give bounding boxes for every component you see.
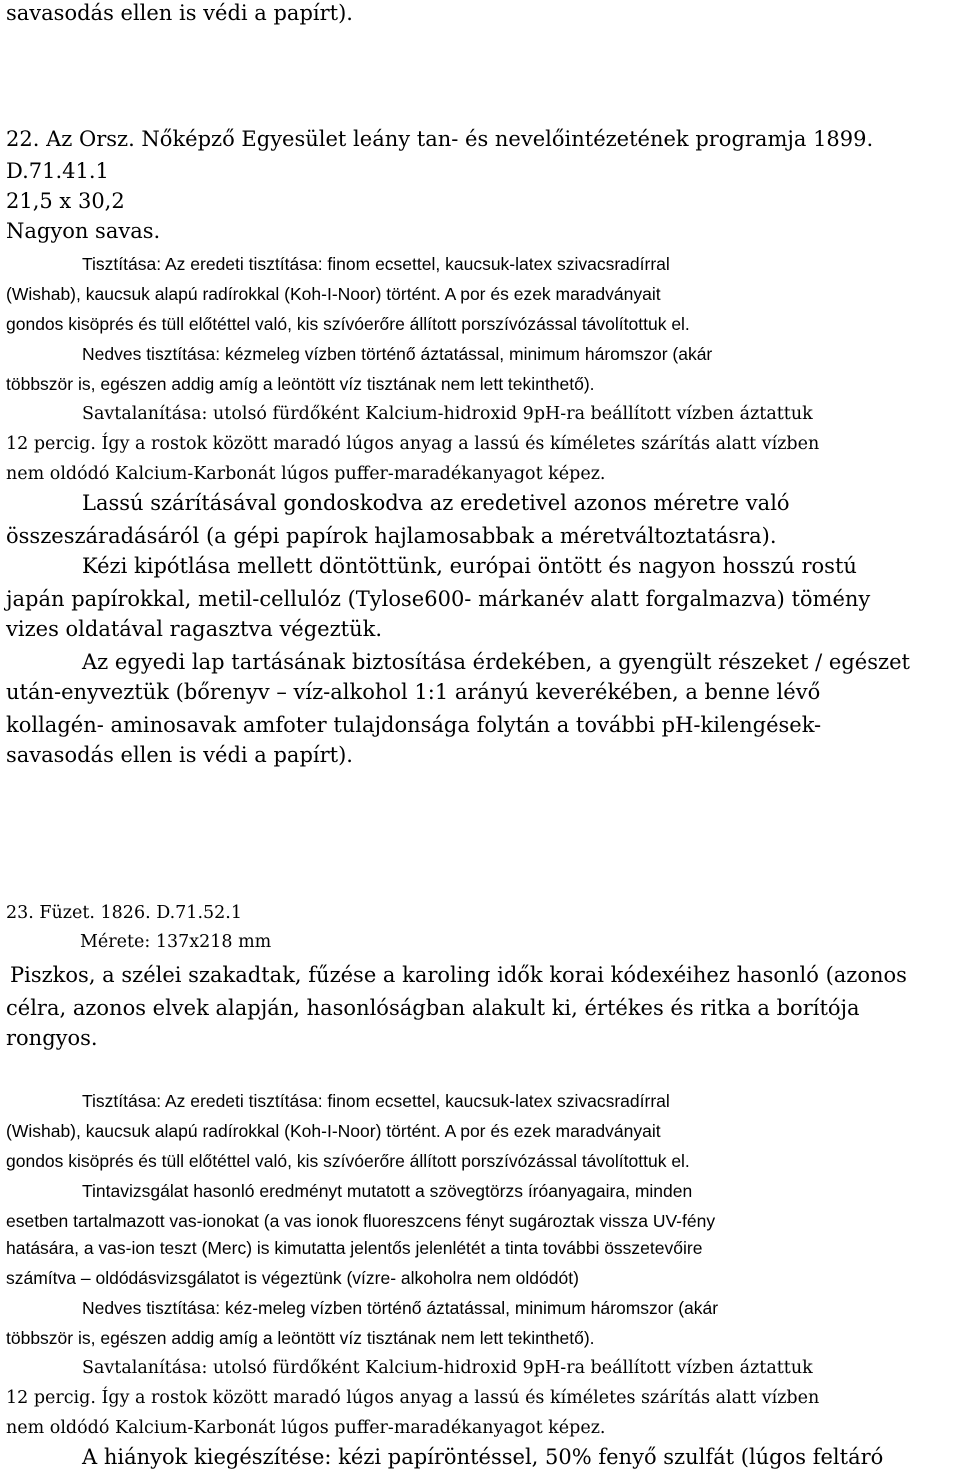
text-line: Savtalanítása: utolsó fürdőként Kalcium-hidroxid 9pH-ra beállított vízben áztattuk bbox=[82, 1358, 813, 1378]
text-line: 22. Az Orsz. Nőképző Egyesület leány tan- és nevelőintézetének programja 1899. bbox=[6, 127, 874, 151]
text-line: Kézi kipótlása mellett döntöttünk, európai öntött és nagyon hosszú rostú bbox=[82, 554, 857, 578]
text-line: vizes oldatával ragasztva végeztük. bbox=[6, 617, 383, 641]
text-line: Nedves tisztítása: kézmeleg vízben történő áztatással, minimum háromszor (akár bbox=[82, 344, 713, 364]
text-line: nem oldódó Kalcium-Karbonát lúgos puffer-maradékanyagot képez. bbox=[6, 464, 606, 484]
text-line: Tisztítása: Az eredeti tisztítása: finom ecsettel, kaucsuk-latex szivacsradírral bbox=[82, 254, 670, 274]
text-line: savasodás ellen is védi a papírt). bbox=[6, 1, 353, 25]
text-line: kollagén- aminosavak amfoter tulajdonsága folytán a további pH-kilengések- bbox=[6, 713, 822, 737]
text-line: hatására, a vas-ion teszt (Merc) is kimutatta jelentős jelenlétét a tinta további összetevőire bbox=[6, 1238, 703, 1258]
text-line: (Wishab), kaucsuk alapú radírokkal (Koh-I-Noor) történt. A por és ezek maradványait bbox=[6, 284, 661, 304]
text-line: savasodás ellen is védi a papírt). bbox=[6, 743, 353, 767]
text-line: 21,5 x 30,2 bbox=[6, 189, 125, 213]
text-line: gondos kisöprés és tüll előtéttel való, kis szívóerőre állított porszívózással távolítottuk el. bbox=[6, 314, 690, 334]
text-line: Nedves tisztítása: kéz-meleg vízben történő áztatással, minimum háromszor (akár bbox=[82, 1298, 719, 1318]
text-line: Tintavizsgálat hasonló eredményt mutatott a szövegtörzs íróanyagaira, minden bbox=[82, 1181, 693, 1201]
text-line: nem oldódó Kalcium-Karbonát lúgos puffer-maradékanyagot képez. bbox=[6, 1418, 606, 1438]
text-line: számítva – oldódásvizsgálatot is végeztünk (vízre- alkoholra nem oldódót) bbox=[6, 1268, 579, 1288]
text-line: többször is, egészen addig amíg a leöntött víz tisztának nem lett tekinthető). bbox=[6, 374, 595, 394]
text-line: 23. Füzet. 1826. D.71.52.1 bbox=[6, 903, 242, 923]
text-line: Savtalanítása: utolsó fürdőként Kalcium-hidroxid 9pH-ra beállított vízben áztattuk bbox=[82, 404, 813, 424]
text-line: Nagyon savas. bbox=[6, 219, 161, 243]
text-line: Az egyedi lap tartásának biztosítása érdekében, a gyengült részeket / egészet bbox=[82, 650, 910, 674]
text-line: rongyos. bbox=[6, 1026, 98, 1050]
text-line: összeszáradásáról (a gépi papírok hajlamosabbak a méretváltoztatásra). bbox=[6, 524, 777, 548]
text-line: Piszkos, a szélei szakadtak, fűzése a karoling idők korai kódexéihez hasonló (azonos bbox=[10, 963, 907, 987]
text-line: után-enyveztük (bőrenyv – víz-alkohol 1:1 arányú keverékében, a benne lévő bbox=[6, 680, 821, 704]
text-line: 12 percig. Így a rostok között maradó lúgos anyag a lassú és kíméletes szárítás alatt vízben bbox=[6, 1388, 820, 1408]
text-line: 12 percig. Így a rostok között maradó lúgos anyag a lassú és kíméletes szárítás alatt vízben bbox=[6, 434, 820, 454]
text-line: Tisztítása: Az eredeti tisztítása: finom ecsettel, kaucsuk-latex szivacsradírral bbox=[82, 1091, 670, 1111]
text-line: célra, azonos elvek alapján, hasonlóságban alakult ki, értékes és ritka a borítója bbox=[6, 996, 860, 1020]
text-line: japán papírokkal, metil-cellulóz (Tylose600- márkanév alatt forgalmazva) tömény bbox=[6, 587, 871, 611]
text-line: Mérete: 137x218 mm bbox=[80, 932, 272, 952]
text-line: Lassú szárításával gondoskodva az eredetivel azonos méretre való bbox=[82, 491, 790, 515]
text-line: A hiányok kiegészítése: kézi papíröntéssel, 50% fenyő szulfát (lúgos feltáró bbox=[82, 1445, 884, 1469]
text-line: esetben tartalmazott vas-ionokat (a vas ionok fluoreszcens fényt sugároztak vissza UV-fény bbox=[6, 1211, 716, 1231]
text-line: (Wishab), kaucsuk alapú radírokkal (Koh-I-Noor) történt. A por és ezek maradványait bbox=[6, 1121, 661, 1141]
text-line: gondos kisöprés és tüll előtéttel való, kis szívóerőre állított porszívózással távolítottuk el. bbox=[6, 1151, 690, 1171]
text-line: többször is, egészen addig amíg a leöntött víz tisztának nem lett tekinthető). bbox=[6, 1328, 595, 1348]
text-line: D.71.41.1 bbox=[6, 159, 109, 183]
